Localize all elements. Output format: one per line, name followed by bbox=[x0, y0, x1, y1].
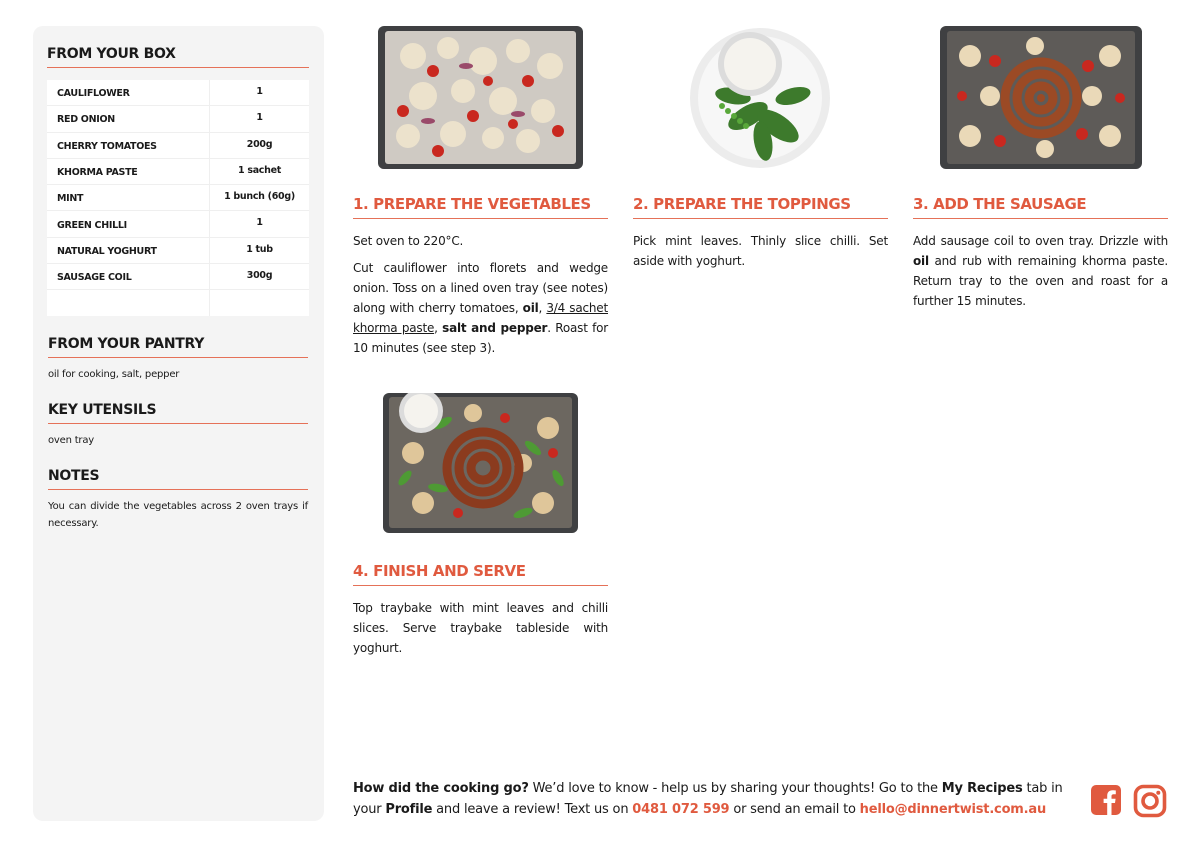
step-2-photo bbox=[633, 26, 888, 171]
phone-link[interactable]: 0481 072 599 bbox=[632, 802, 730, 817]
box-heading: FROM YOUR BOX bbox=[47, 46, 309, 68]
ingredient-name: KHORMA PASTE bbox=[47, 159, 210, 184]
ingredient-row bbox=[47, 185, 309, 211]
ingredients-sidebar bbox=[33, 26, 324, 821]
ingredient-row bbox=[47, 133, 309, 159]
step-1-photo bbox=[353, 26, 608, 171]
ingredient-name: MINT bbox=[47, 185, 210, 210]
ingredient-row bbox=[47, 80, 309, 106]
ingredient-qty: 1 bbox=[256, 112, 263, 124]
ingredient-name: SAUSAGE COIL bbox=[47, 264, 210, 289]
ingredient-qty: 1 bunch (60g) bbox=[224, 191, 295, 203]
pantry-section bbox=[48, 336, 308, 383]
ingredient-qty: 200g bbox=[246, 138, 273, 150]
ingredient-qty: 1 tub bbox=[246, 243, 273, 255]
ingredient-name: CHERRY TOMATOES bbox=[47, 133, 210, 158]
utensils-text: oven tray bbox=[48, 435, 94, 447]
utensils-heading: KEY UTENSILS bbox=[48, 402, 308, 424]
step-1-para-1: Set oven to 220°C. bbox=[353, 234, 464, 248]
footer-question: How did the cooking go? bbox=[353, 781, 529, 796]
step-1-title: 1. PREPARE THE VEGETABLES bbox=[353, 195, 608, 219]
notes-text: You can divide the vegetables across 2 oven trays if necessary. bbox=[48, 501, 308, 530]
step-1-body bbox=[353, 231, 608, 358]
ingredient-qty: 1 bbox=[256, 217, 263, 229]
ingredient-row bbox=[47, 159, 309, 185]
instagram-icon[interactable] bbox=[1133, 784, 1167, 818]
step-1 bbox=[353, 26, 608, 358]
pantry-text: oil for cooking, salt, pepper bbox=[48, 369, 180, 381]
ingredient-row bbox=[47, 211, 309, 237]
step-4-body bbox=[353, 598, 608, 658]
step-2 bbox=[633, 26, 888, 271]
notes-section bbox=[48, 468, 308, 532]
step-3-photo bbox=[913, 26, 1168, 171]
utensils-section bbox=[48, 402, 308, 449]
ingredient-name: GREEN CHILLI bbox=[47, 211, 210, 236]
email-link[interactable]: hello@dinnertwist.com.au bbox=[859, 802, 1047, 817]
step-3-body bbox=[913, 231, 1168, 311]
ingredient-row bbox=[47, 238, 309, 264]
profile-label: Profile bbox=[385, 802, 433, 817]
step-2-body bbox=[633, 231, 888, 271]
step-4 bbox=[353, 393, 608, 658]
ingredient-row bbox=[47, 106, 309, 132]
ingredient-name: CAULIFLOWER bbox=[47, 80, 210, 105]
step-3-para-1: Add sausage coil to oven tray. Drizzle with oil and rub with remaining khorma paste. Return tray to the oven and roast for a further 15 minutes. bbox=[913, 234, 1168, 308]
ingredient-qty: 300g bbox=[246, 270, 273, 282]
step-3 bbox=[913, 26, 1168, 311]
step-3-title: 3. ADD THE SAUSAGE bbox=[913, 195, 1168, 219]
step-4-photo bbox=[353, 393, 608, 538]
ingredient-row bbox=[47, 264, 309, 290]
ingredient-qty: 1 bbox=[256, 86, 263, 97]
ingredient-qty: 1 sachet bbox=[238, 164, 281, 176]
facebook-icon[interactable] bbox=[1090, 784, 1122, 816]
notes-heading: NOTES bbox=[48, 468, 308, 490]
pantry-heading: FROM YOUR PANTRY bbox=[48, 336, 308, 358]
step-4-para-1: Top traybake with mint leaves and chilli slices. Serve traybake tableside with yoghurt. bbox=[353, 601, 608, 655]
ingredient-row-empty bbox=[47, 290, 309, 316]
feedback-footer: How did the cooking go? We’d love to know - help us by sharing your thoughts! Go to the My Recipes tab in your Profile and leave a review! Text us on 0481 072 599 or send an email to hello@dinnertwist.com.au bbox=[353, 781, 1063, 817]
my-recipes-label: My Recipes bbox=[941, 781, 1023, 796]
ingredient-name: RED ONION bbox=[47, 106, 210, 131]
step-4-title: 4. FINISH AND SERVE bbox=[353, 562, 608, 586]
step-2-para-1: Pick mint leaves. Thinly slice chilli. Set aside with yoghurt. bbox=[633, 234, 888, 268]
ingredient-name: NATURAL YOGHURT bbox=[47, 238, 210, 263]
ingredients-table bbox=[47, 80, 309, 316]
step-2-title: 2. PREPARE THE TOPPINGS bbox=[633, 195, 888, 219]
step-1-para-2: Cut cauliflower into florets and wedge onion. Toss on a lined oven tray (see notes) along with cherry tomatoes, oil, 3/4 sachet khorma paste, salt and pepper. Roast for 10 minutes (see step 3). bbox=[353, 261, 608, 355]
